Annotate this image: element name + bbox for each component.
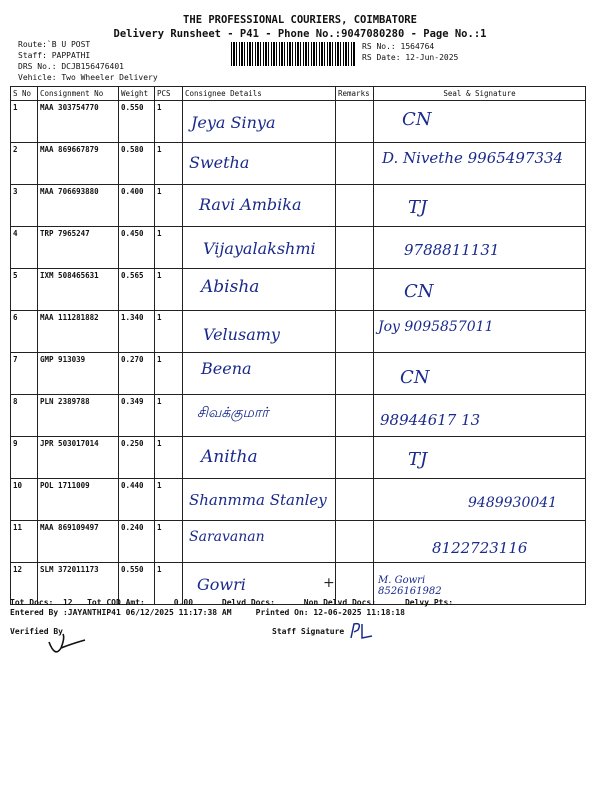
staff: Staff: PAPPATHI — [18, 51, 91, 60]
staff-signature-icon — [348, 620, 376, 642]
runsheet-subtitle: Delivery Runsheet - P41 - Phone No.:9047080280 - Page No.:1 — [113, 28, 487, 40]
row-consignment: MAA 111281882 — [38, 311, 119, 353]
seal-signature: Joy 9095857011 — [378, 319, 494, 335]
runsheet-title: THE PROFESSIONAL COURIERS, COIMBATORE — [183, 14, 417, 26]
col-sno: S No — [11, 87, 38, 101]
seal-signature: CN — [400, 367, 430, 388]
row-weight: 0.270 — [119, 353, 155, 395]
row-weight: 0.440 — [119, 479, 155, 521]
row-sno: 5 — [11, 269, 38, 311]
table-row — [11, 227, 586, 269]
row-sno: 9 — [11, 437, 38, 479]
consignee-name: Beena — [201, 359, 252, 378]
row-consignment: MAA 706693880 — [38, 185, 119, 227]
consignee-name: Ravi Ambika — [199, 195, 302, 214]
col-consignment: Consignment No — [38, 87, 119, 101]
row-consignment: TRP 7965247 — [38, 227, 119, 269]
table-header — [11, 87, 586, 101]
col-seal: Seal & Signature — [374, 87, 586, 101]
row-weight: 0.550 — [119, 563, 155, 605]
barcode — [231, 42, 356, 66]
row-sno: 6 — [11, 311, 38, 353]
seal-signature: 9489930041 — [468, 495, 558, 511]
seal-signature: CN — [404, 281, 434, 302]
row-consignment: SLM 372011173 — [38, 563, 119, 605]
row-consignment: PLN 2389788 — [38, 395, 119, 437]
vehicle: Vehicle: Two Wheeler Delivery — [18, 73, 158, 82]
row-consignment: IXM 508465631 — [38, 269, 119, 311]
row-sno: 3 — [11, 185, 38, 227]
row-pcs: 1 — [155, 185, 183, 227]
seal-signature: M. Gowri 8526161982 — [378, 575, 442, 597]
route: Route:`B U POST — [18, 40, 91, 49]
row-pcs: 1 — [155, 311, 183, 353]
row-weight: 0.565 — [119, 269, 155, 311]
rs-date: RS Date: 12-Jun-2025 — [362, 53, 459, 62]
row-weight: 0.450 — [119, 227, 155, 269]
row-consignment: POL 1711009 — [38, 479, 119, 521]
consignee-name: Shanmma Stanley — [189, 491, 327, 509]
row-pcs: 1 — [155, 521, 183, 563]
row-consignment: GMP 913039 — [38, 353, 119, 395]
table-row — [11, 395, 586, 437]
plus-mark: + — [323, 575, 335, 591]
row-sno: 7 — [11, 353, 38, 395]
col-remarks: Remarks — [336, 87, 374, 101]
drs-number: DRS No.: DCJB156476401 — [18, 62, 124, 71]
table-row — [11, 269, 586, 311]
staff-signature-label: Staff Signature — [272, 627, 345, 636]
consignee-name: Velusamy — [203, 325, 280, 344]
row-pcs: 1 — [155, 227, 183, 269]
row-sno: 2 — [11, 143, 38, 185]
row-weight: 0.550 — [119, 101, 155, 143]
row-weight: 0.250 — [119, 437, 155, 479]
row-pcs: 1 — [155, 143, 183, 185]
row-pcs: 1 — [155, 563, 183, 605]
seal-signature: 8122723116 — [432, 539, 528, 557]
row-consignment: MAA 869667879 — [38, 143, 119, 185]
seal-signature: TJ — [408, 449, 428, 470]
consignee-name: Vijayalakshmi — [203, 239, 316, 258]
row-pcs: 1 — [155, 269, 183, 311]
consignee-name: Gowri — [197, 575, 246, 594]
row-pcs: 1 — [155, 395, 183, 437]
row-pcs: 1 — [155, 101, 183, 143]
col-pcs: PCS — [155, 87, 183, 101]
table-row — [11, 185, 586, 227]
row-weight: 0.349 — [119, 395, 155, 437]
table-row — [11, 521, 586, 563]
col-consignee: Consignee Details — [183, 87, 336, 101]
row-sno: 1 — [11, 101, 38, 143]
consignee-name: சிவக்குமார் — [197, 405, 269, 421]
row-sno: 10 — [11, 479, 38, 521]
table-row — [11, 101, 586, 143]
table-row — [11, 311, 586, 353]
seal-signature: 9788811131 — [404, 241, 500, 259]
row-sno: 8 — [11, 395, 38, 437]
consignee-name: Swetha — [189, 153, 250, 172]
col-weight: Weight — [119, 87, 155, 101]
rs-number: RS No.: 1564764 — [362, 42, 435, 51]
seal-signature: TJ — [408, 197, 428, 218]
verified-signature-icon — [45, 630, 90, 660]
table-row — [11, 353, 586, 395]
consignee-name: Abisha — [201, 277, 260, 297]
table-row — [11, 437, 586, 479]
row-consignment: JPR 503017014 — [38, 437, 119, 479]
row-consignment: MAA 303754770 — [38, 101, 119, 143]
consignee-name: Anitha — [201, 447, 258, 467]
runsheet-table — [10, 86, 586, 605]
row-pcs: 1 — [155, 437, 183, 479]
footer-entered: Entered By :JAYANTHIP41 06/12/2025 11:17:38 AM Printed On: 12-06-2025 11:18:18 — [10, 608, 405, 617]
seal-signature: D. Nivethe 9965497334 — [382, 149, 564, 167]
row-sno: 11 — [11, 521, 38, 563]
row-sno: 12 — [11, 563, 38, 605]
row-consignment: MAA 869109497 — [38, 521, 119, 563]
seal-signature: CN — [402, 109, 432, 130]
consignee-name: Jeya Sinya — [191, 113, 276, 132]
row-pcs: 1 — [155, 479, 183, 521]
row-weight: 0.580 — [119, 143, 155, 185]
table-row — [11, 479, 586, 521]
verified-by-label: Verified By — [10, 627, 63, 636]
row-weight: 0.400 — [119, 185, 155, 227]
row-weight: 0.240 — [119, 521, 155, 563]
row-weight: 1.340 — [119, 311, 155, 353]
consignee-name: Saravanan — [189, 529, 265, 545]
footer-totals: Tot Docs: 12 Tot COD Amt: 0.00 Delvd Docs: Non Delvd Docs: Delvy Pts: — [10, 598, 454, 607]
row-sno: 4 — [11, 227, 38, 269]
row-pcs: 1 — [155, 353, 183, 395]
table-row — [11, 143, 586, 185]
seal-signature: 98944617 13 — [380, 411, 481, 429]
